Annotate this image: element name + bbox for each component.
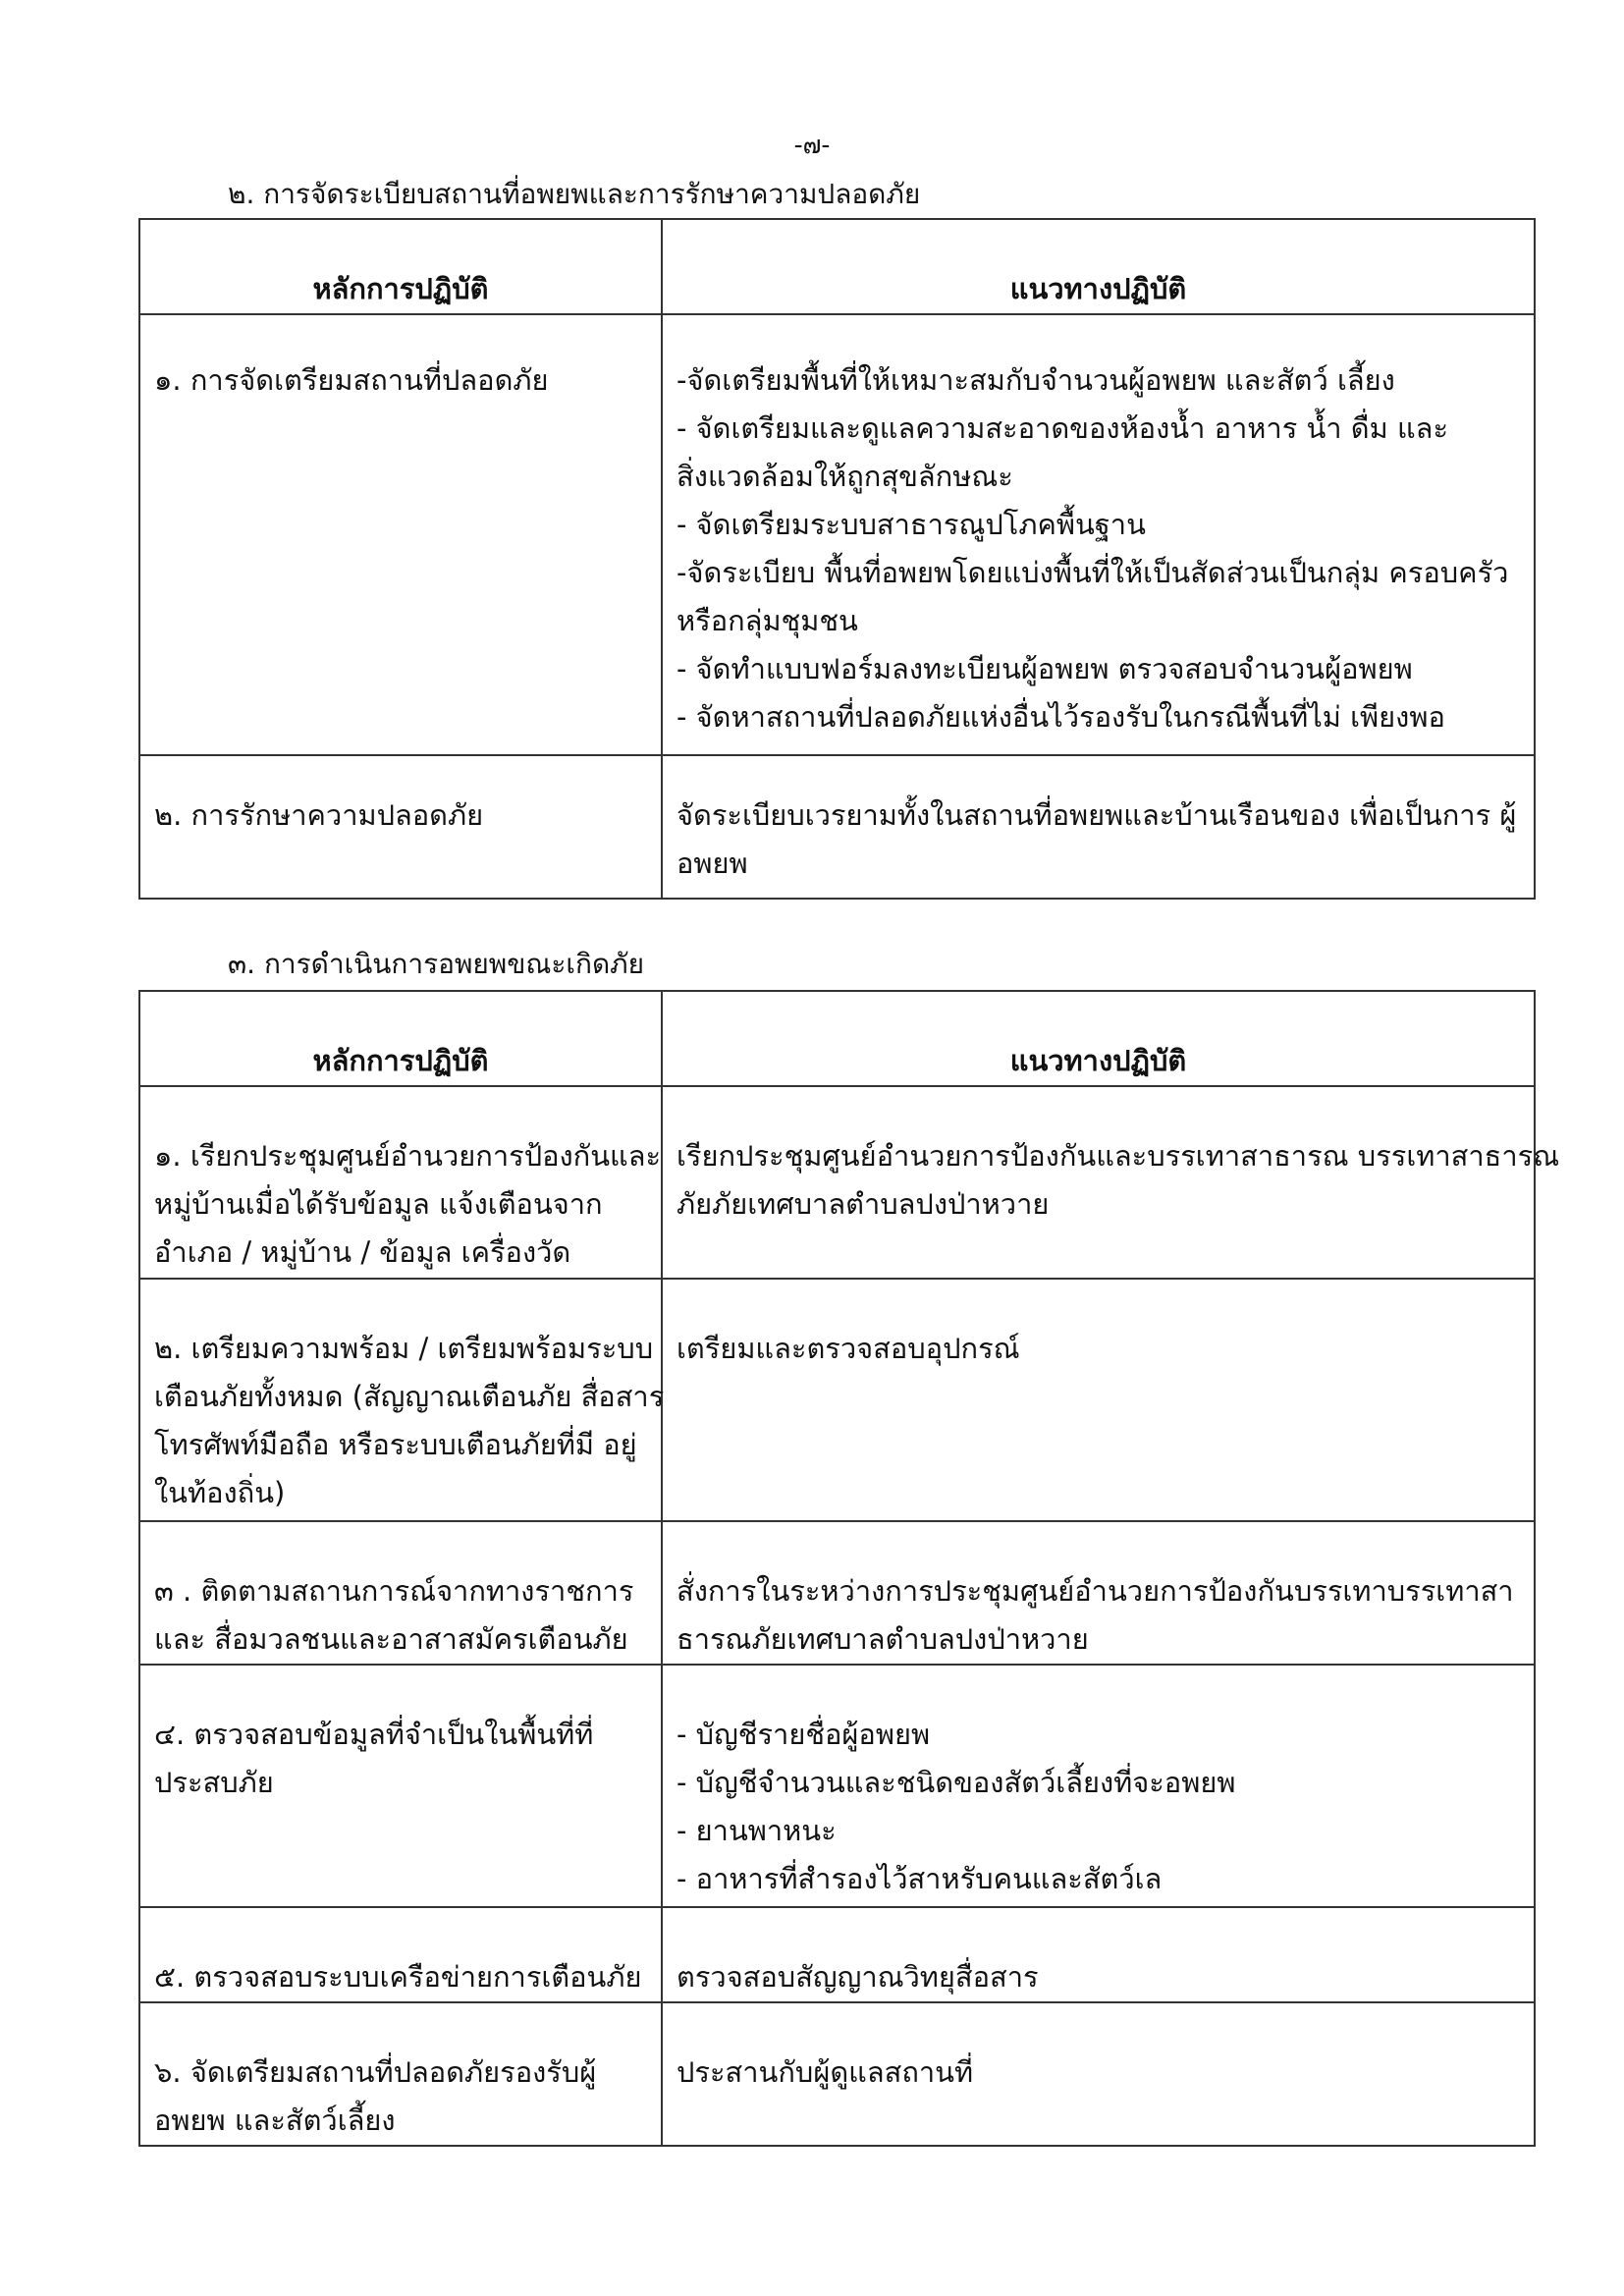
guideline-line: หรือกลุ่มชุมชน xyxy=(677,604,858,637)
table-row xyxy=(139,1279,1535,1521)
principle-line: และ สื่อมวลชนและอาสาสมัครเตือนภัย xyxy=(154,1622,628,1656)
principle-line: เตือนภัยทั้งหมด (สัญญาณเตือนภัย สื่อสาร xyxy=(154,1380,665,1413)
guideline-cell xyxy=(662,1907,1535,2002)
guideline-line: ภัยภัยเทศบาลตำบลปงป่าหวาย xyxy=(677,1187,1050,1221)
guideline-line: -จัดระเบียบ พื้นที่อพยพโดยแบ่งพื้นที่ให้เป็นสัดส่วนเป็นกลุ่ม ครอบครัว xyxy=(677,556,1509,589)
section-3-title: ๓. การดำเนินการอพยพขณะเกิดภัย xyxy=(228,948,644,980)
guideline-line: - จัดหาสถานที่ปลอดภัยแห่งอื่นไว้รองรับในกรณีพื้นที่ไม่ เพียงพอ xyxy=(677,700,1445,734)
guideline-line: เตรียมและตรวจสอบอุปกรณ์ xyxy=(677,1332,1020,1365)
guideline-cell xyxy=(662,755,1535,899)
table-row xyxy=(139,2002,1535,2146)
table-row xyxy=(139,1907,1535,2002)
principle-line: โทรศัพท์มือถือ หรือระบบเตือนภัยที่มี อยู่ xyxy=(154,1428,637,1461)
principle-line: หมู่บ้านเมื่อได้รับข้อมูล แจ้งเตือนจาก xyxy=(154,1187,603,1221)
guideline-line: - จัดเตรียมและดูแลความสะอาดของห้องน้ำ อาหาร น้ำ ดื่ม และ xyxy=(677,411,1449,445)
guideline-cell xyxy=(662,1279,1535,1521)
header-principle: หลักการปฏิบัติ xyxy=(139,991,662,1086)
guideline-line: อพยพ xyxy=(677,847,748,880)
guideline-line: ตรวจสอบสัญญาณวิทยุสื่อสาร xyxy=(677,1960,1039,1994)
table-row xyxy=(139,1521,1535,1665)
principle-cell xyxy=(139,1279,665,1521)
guideline-line: เรียกประชุมศูนย์อำนวยการป้องกันและบรรเทาสาธารณ บรรเทาสาธารณ xyxy=(677,1139,1560,1173)
evacuation-site-table xyxy=(138,218,1536,900)
principle-cell xyxy=(139,1907,662,2002)
header-principle: หลักการปฏิบัติ xyxy=(139,219,662,314)
table-header-row xyxy=(139,219,1535,314)
table-row xyxy=(139,1665,1535,1907)
principle-line: ๒. เตรียมความพร้อม / เตรียมพร้อมระบบ xyxy=(154,1332,654,1365)
principle-text: ๑. การจัดเตรียมสถานที่ปลอดภัย xyxy=(154,363,549,397)
guideline-cell xyxy=(662,1521,1535,1665)
header-guideline: แนวทางปฏิบัติ xyxy=(662,991,1535,1086)
guideline-line: ประสานกับผู้ดูแลสถานที่ xyxy=(677,2055,974,2089)
guideline-line: - จัดทำแบบฟอร์มลงทะเบียนผู้อพยพ ตรวจสอบจำนวนผู้อพยพ xyxy=(677,652,1413,685)
principle-cell xyxy=(139,1521,662,1665)
guideline-cell xyxy=(662,2002,1535,2146)
guideline-line: จัดระเบียบเวรยามทั้งในสถานที่อพยพและบ้านเรือนของ เพื่อเป็นการ ผู้ xyxy=(677,798,1517,832)
principle-cell xyxy=(139,314,662,755)
table-row xyxy=(139,755,1535,899)
guideline-line: - ยานพาหนะ xyxy=(677,1814,837,1847)
principle-cell xyxy=(139,755,662,899)
principle-line: ๖. จัดเตรียมสถานที่ปลอดภัยรองรับผู้ xyxy=(154,2055,597,2089)
guideline-line: ธารณภัยเทศบาลตำบลปงป่าหวาย xyxy=(677,1622,1089,1656)
header-guideline: แนวทางปฏิบัติ xyxy=(662,219,1535,314)
guideline-line: - บัญชีรายชื่อผู้อพยพ xyxy=(677,1718,931,1751)
principle-line: อพยพ และสัตว์เลี้ยง xyxy=(154,2104,396,2137)
principle-line: ในท้องถิ่น) xyxy=(154,1476,286,1509)
guideline-line: -จัดเตรียมพื้นที่ให้เหมาะสมกับจำนวนผู้อพยพ และสัตว์ เลี้ยง xyxy=(677,363,1395,397)
section-2-title: ๒. การจัดระเบียบสถานที่อพยพและการรักษาความปลอดภัย xyxy=(228,178,921,210)
guideline-line: สั่งการในระหว่างการประชุมศูนย์อำนวยการป้องกันบรรเทาบรรเทาสา xyxy=(677,1574,1514,1608)
guideline-line: - จัดเตรียมระบบสาธารณูปโภคพื้นฐาน xyxy=(677,508,1146,541)
principle-cell xyxy=(139,1086,662,1279)
guideline-line: - อาหารที่สำรองไว้สาหรับคนและสัตว์เล xyxy=(677,1862,1163,1895)
guideline-line: สิ่งแวดล้อมให้ถูกสุขลักษณะ xyxy=(677,460,1013,493)
principle-line: ๔. ตรวจสอบข้อมูลที่จำเป็นในพื้นที่ที่ xyxy=(154,1718,594,1751)
table-header-row xyxy=(139,991,1535,1086)
guideline-line: - บัญชีจำนวนและชนิดของสัตว์เลี้ยงที่จะอพยพ xyxy=(677,1766,1236,1799)
principle-line: ๕. ตรวจสอบระบบเครือข่ายการเตือนภัย xyxy=(154,1960,642,1994)
guideline-cell xyxy=(662,1086,1560,1279)
principle-cell xyxy=(139,2002,662,2146)
evacuation-operation-table xyxy=(138,990,1560,2147)
guideline-cell xyxy=(662,314,1535,755)
principle-line: ๓ . ติดตามสถานการณ์จากทางราชการ xyxy=(154,1574,634,1608)
principle-cell xyxy=(139,1665,662,1907)
principle-line: ๑. เรียกประชุมศูนย์อำนวยการป้องกันและ xyxy=(154,1139,662,1173)
guideline-cell xyxy=(662,1665,1535,1907)
principle-line: อำเภอ / หมู่บ้าน / ข้อมูล เครื่องวัด xyxy=(154,1235,571,1269)
page-number: -๗- xyxy=(793,131,831,159)
principle-line: ประสบภัย xyxy=(154,1766,274,1799)
table-row xyxy=(139,314,1535,755)
table-row xyxy=(139,1086,1535,1279)
principle-text: ๒. การรักษาความปลอดภัย xyxy=(154,798,484,832)
